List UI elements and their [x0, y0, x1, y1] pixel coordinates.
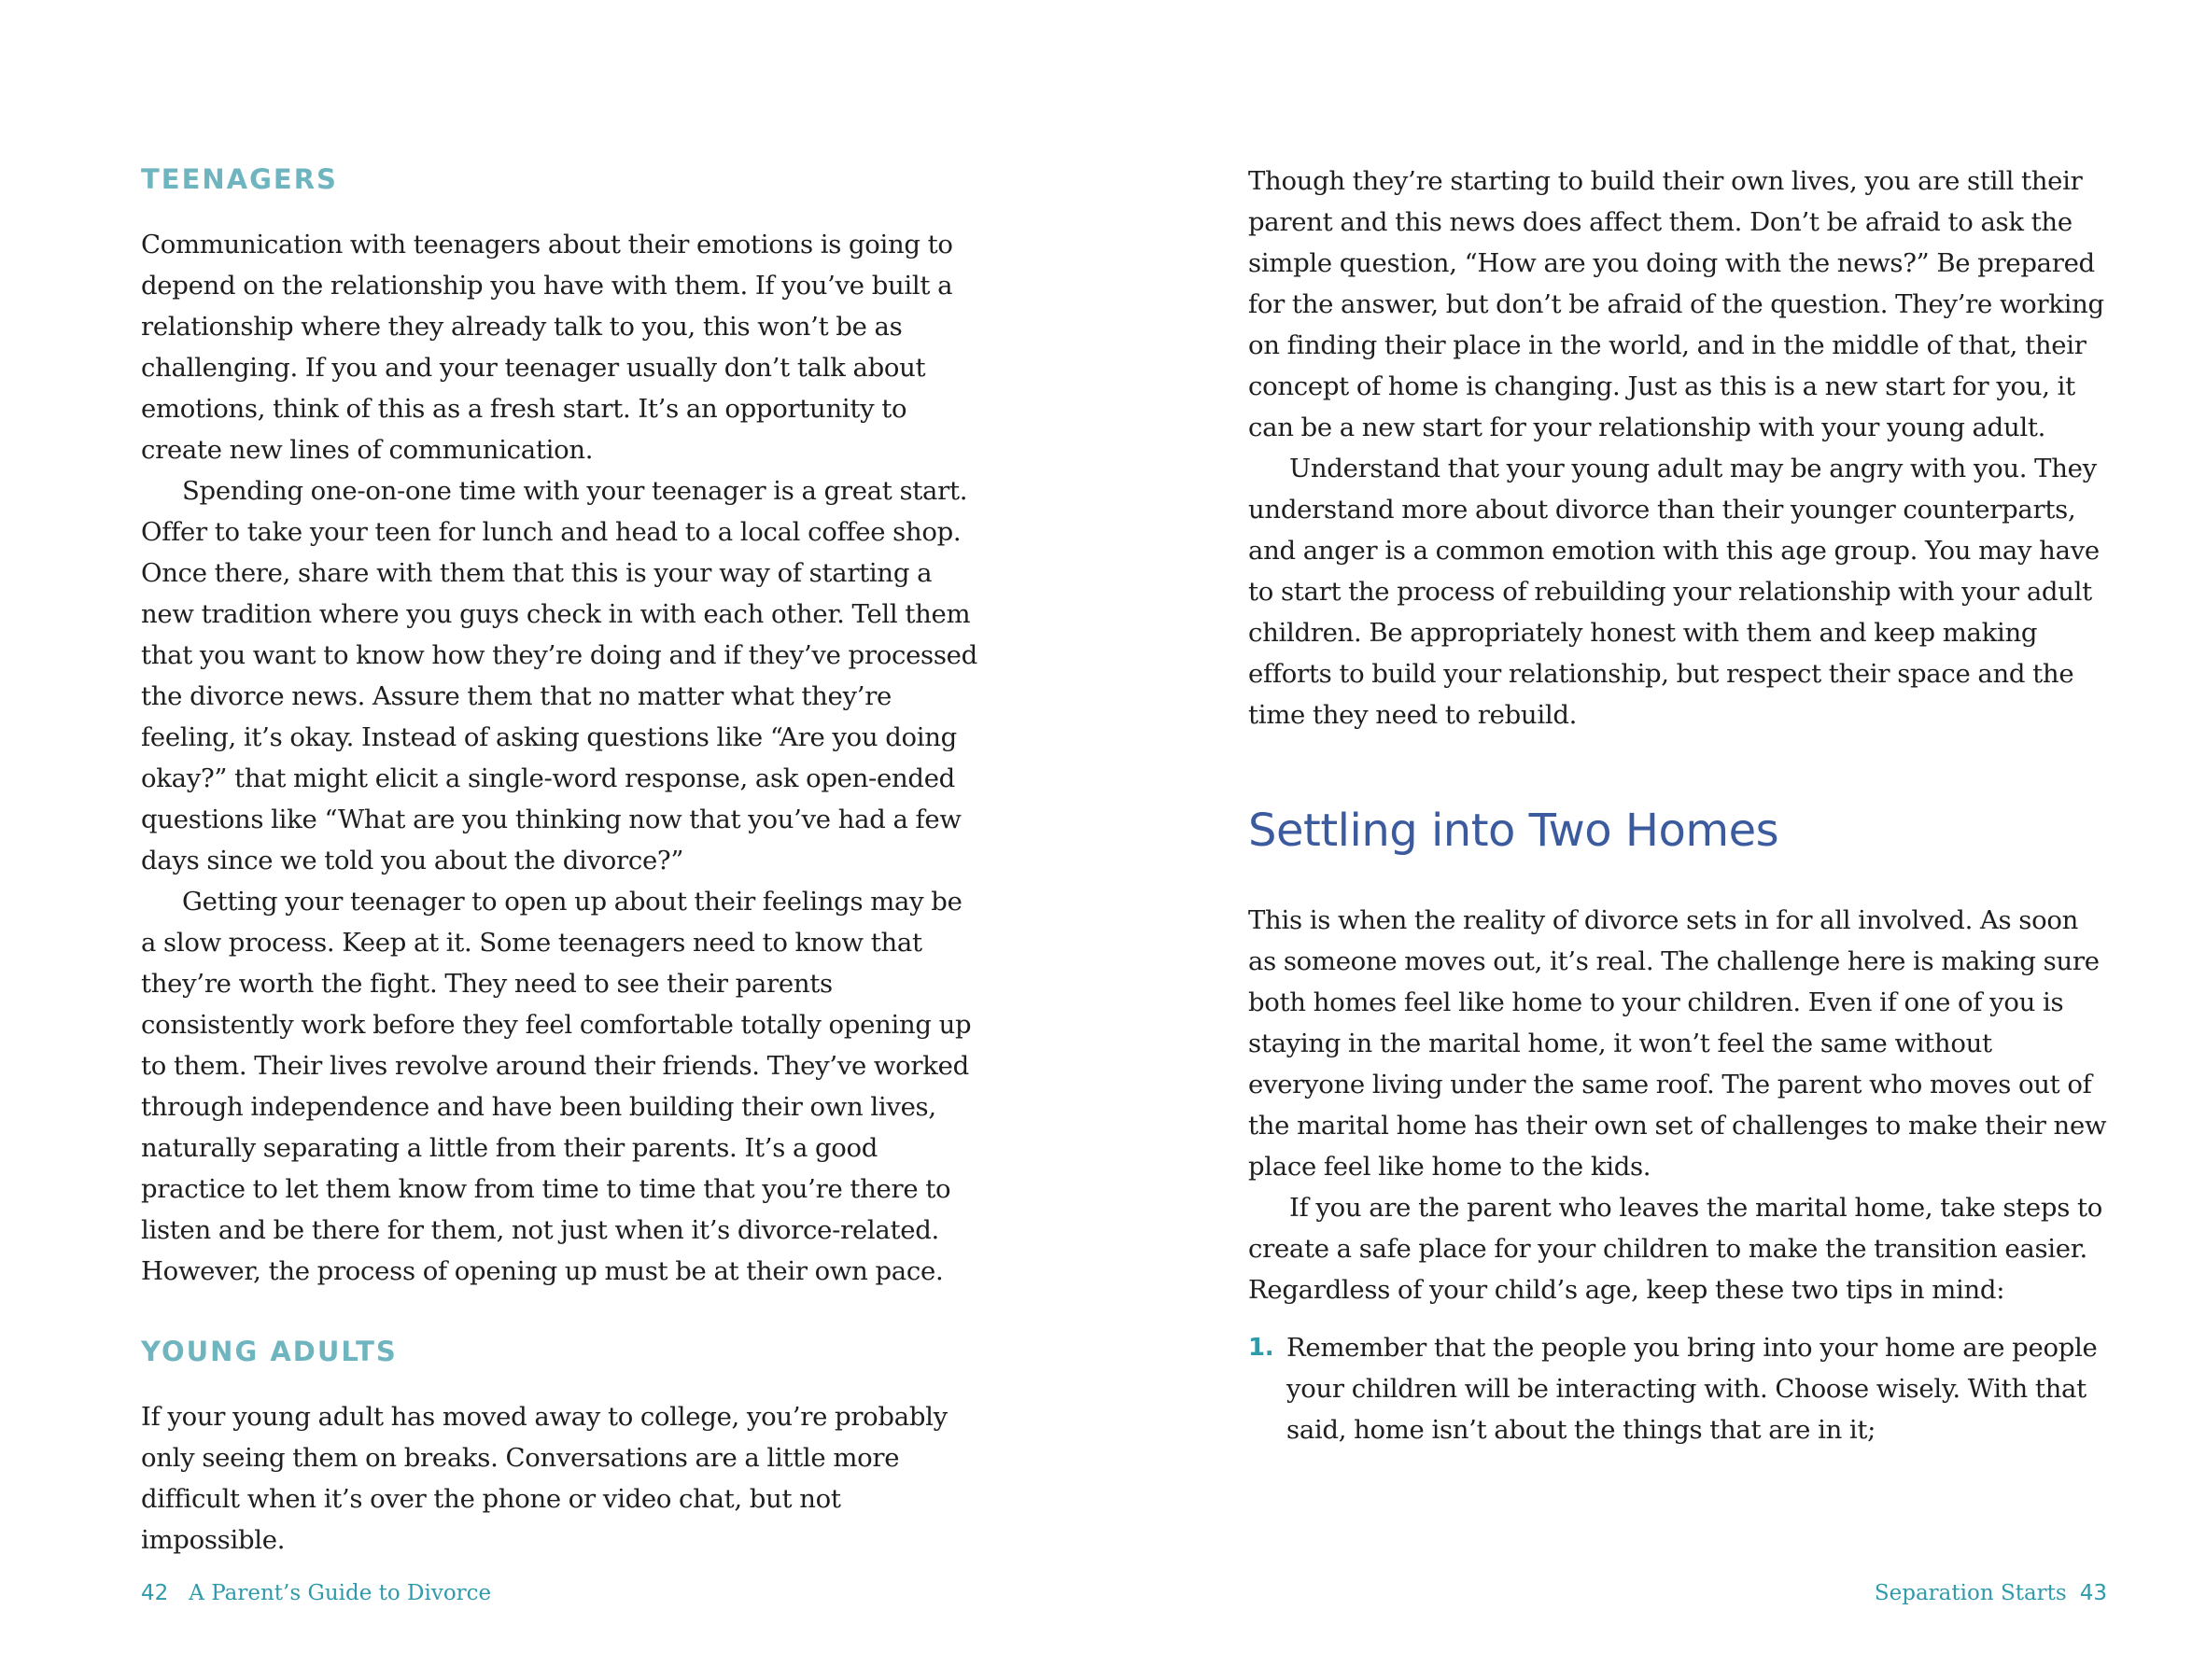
list-item [1248, 1327, 2107, 1450]
right-page [1103, 0, 2206, 1680]
left-text-column [141, 161, 981, 1561]
body-paragraph: If you are the parent who leaves the marital home, take steps to create a safe place for your children to make the transition easier. Regardless of your child’s age, keep these two tips in mind: [1248, 1193, 2102, 1305]
list-item-number: 1. [1248, 1334, 1274, 1362]
body-paragraph: This is when the reality of divorce sets in for all involved. As soon as someone moves out, it’s real. The challenge here is making sure both homes feel like home to your children. Even if one of you is staying in the marital home, it won’t feel the same without everyone living under the same roof. The parent who moves out of the marital home has their own set of challenges to make their new place feel like home to the kids. [1248, 905, 2107, 1182]
body-paragraph: Though they’re starting to build their own lives, you are still their parent and this news does affect them. Don’t be afraid to ask the simple question, “How are you doing with the news?” Be prepared for the answer, but don’t be afraid of the question. They’re working on finding their place in the world, and in the middle of that, their concept of home is changing. Just as this is a new start for you, it can be a new start for your relationship with your young adult. [1248, 166, 2104, 442]
left-page-footer [141, 1579, 491, 1607]
page-number: 43 [2079, 1581, 2107, 1605]
running-head-book-title: A Parent’s Guide to Divorce [189, 1581, 492, 1605]
right-text-column [1248, 161, 2107, 1450]
body-paragraph: If your young adult has moved away to college, you’re probably only seeing them on breaks. Conversations are a little more difficult when it’s over the phone or video chat, but not impossible. [141, 1402, 948, 1555]
page-number: 42 [141, 1581, 169, 1605]
chapter-section-heading: Settling into Two Homes [1248, 805, 1779, 857]
list-item-text: Remember that the people you bring into your home are people your children will be interacting with. Choose wisely. With that said, home isn’t about the things that are in it; [1286, 1333, 2098, 1445]
running-head-section-title: Separation Starts [1874, 1581, 2067, 1605]
section-heading-teenagers: TEENAGERS [141, 163, 338, 195]
section-heading-young-adults: YOUNG ADULTS [141, 1336, 398, 1367]
body-paragraph: Communication with teenagers about their emotions is going to depend on the relationship you have with them. If you’ve built a relationship where they already talk to you, this won’t be as challenging. If you and your teenager usually don’t talk about emotions, think of this as a fresh start. It’s an opportunity to create new lines of communication. [141, 230, 953, 465]
body-paragraph: Spending one-on-one time with your teenager is a great start. Offer to take your teen for lunch and head to a local coffee shop. Once there, share with them that this is your way of starting a new tradition where you guys check in with each other. Tell them that you want to know how they’re doing and if they’ve processed the divorce news. Assure them that no matter what they’re feeling, it’s okay. Instead of asking questions like “Are you doing okay?” that might elicit a single-word response, ask open-ended questions like “What are you thinking now that you’ve had a few days since we told you about the divorce?” [141, 476, 977, 875]
tips-list [1248, 1327, 2107, 1450]
body-paragraph: Understand that your young adult may be angry with you. They understand more about divorce than their younger counterparts, and anger is a common emotion with this age group. You may have to start the process of rebuilding your relationship with your adult children. Be appropriately honest with them and keep making efforts to build your relationship, but respect their space and the time they need to rebuild. [1248, 454, 2100, 730]
body-paragraph: Getting your teenager to open up about their feelings may be a slow process. Keep at it. Some teenagers need to know that they’re worth the fight. They need to see their parents consistently work before they feel comfortable totally opening up to them. Their lives revolve around their friends. They’ve worked through independence and have been building their own lives, naturally separating a little from their parents. It’s a good practice to let them know from time to time that you’re there to listen and be there for them, not just when it’s divorce-related. However, the process of opening up must be at their own pace. [141, 887, 972, 1286]
right-page-footer [1875, 1579, 2107, 1607]
